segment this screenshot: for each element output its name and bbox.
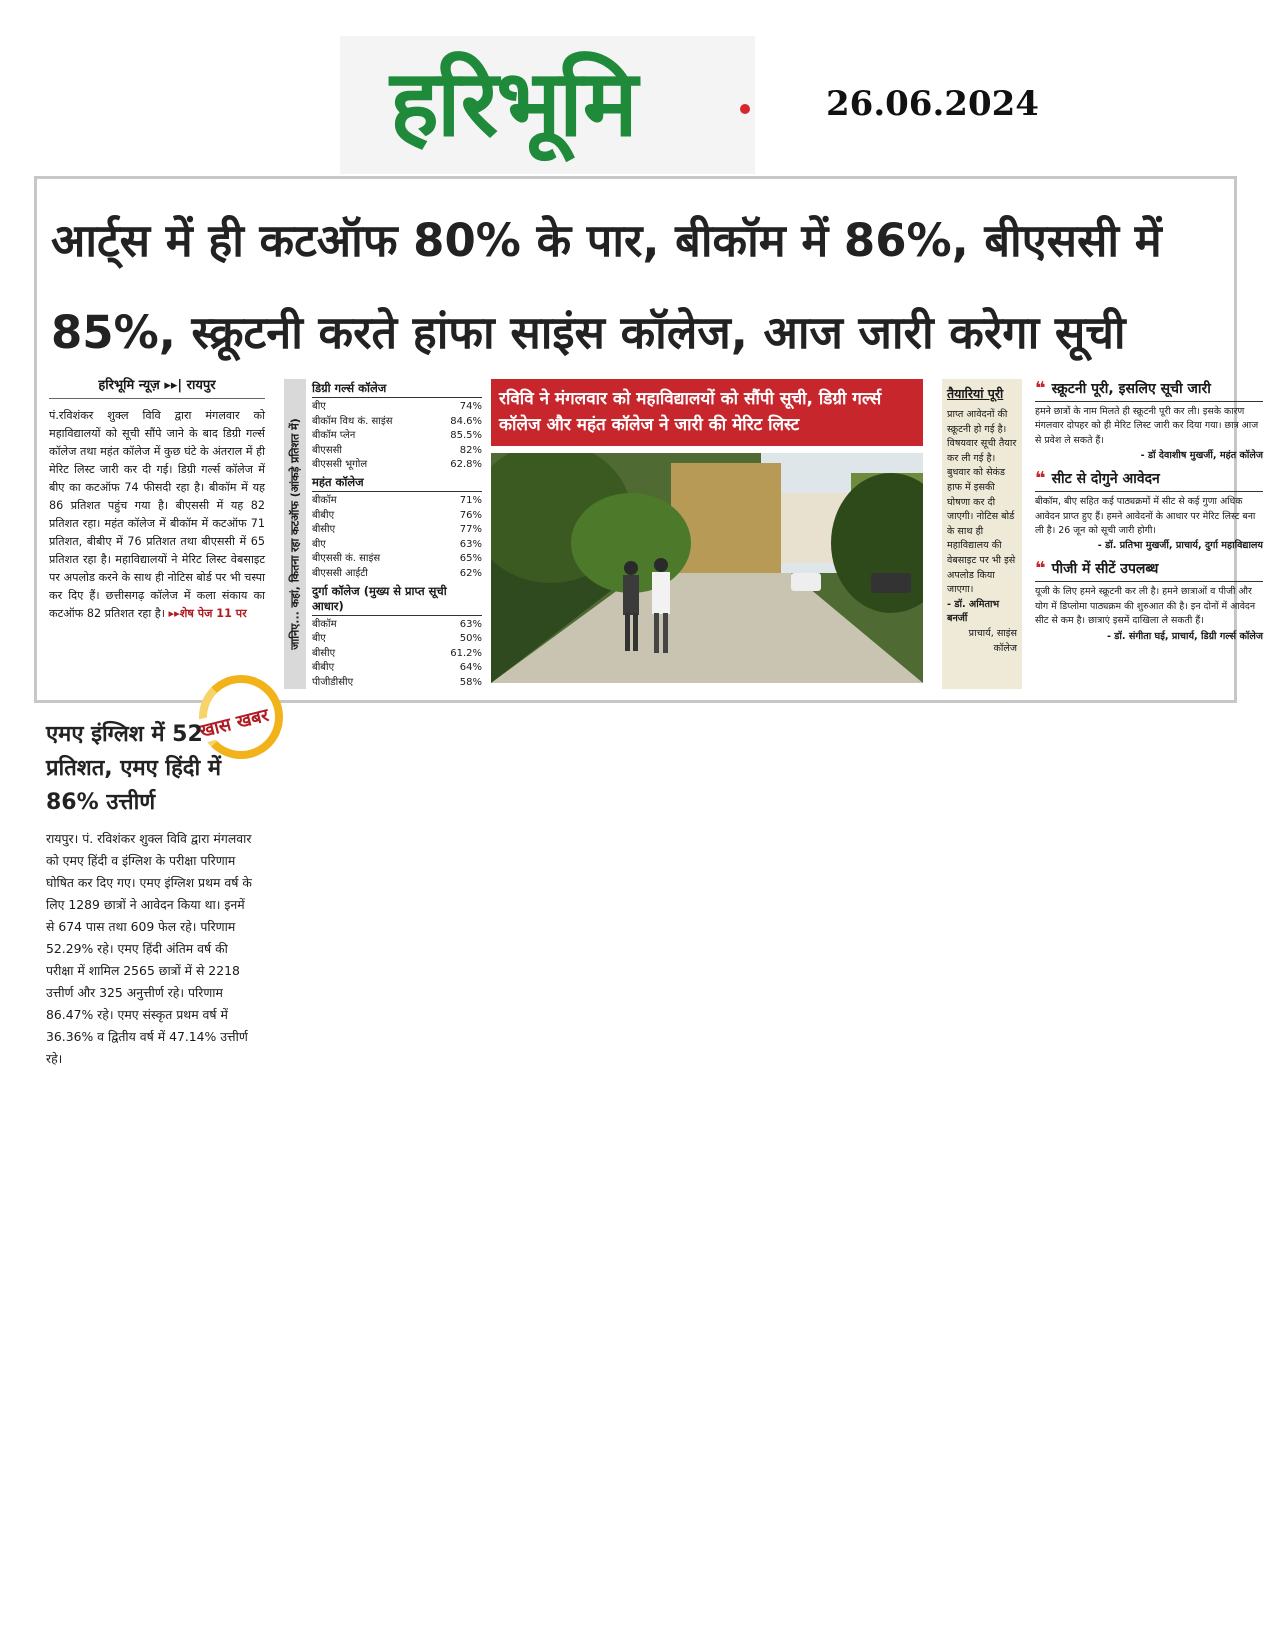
cutoff-group-title: महंत कॉलेज bbox=[312, 475, 482, 492]
cutoff-value: 77% bbox=[459, 524, 482, 536]
quote-signature: - डॉ देवाशीष मुखर्जी, महंत कॉलेज bbox=[1140, 450, 1263, 462]
cutoff-value: 84.6% bbox=[450, 415, 482, 427]
article-body-column bbox=[49, 375, 271, 743]
cutoff-row bbox=[312, 400, 482, 415]
quote-icon: ❝ bbox=[1035, 377, 1046, 399]
cutoff-row bbox=[312, 567, 482, 582]
course-name: बीबीए bbox=[312, 662, 335, 674]
course-name: बीए bbox=[312, 401, 326, 412]
cutoff-row bbox=[312, 444, 482, 459]
quote-body: यूजी के लिए हमने स्क्रूटनी कर ली है। हमने छात्राओं व पीजी और योग में डिप्लोमा पाठ्यक्रम की शुरुआत की है। इन दोनों में आवेदन सीट से कम है। छात्राएं इसमें दाखिला ले सकती हैं। bbox=[1035, 586, 1256, 627]
article-clipping bbox=[34, 176, 1263, 743]
course-name: बीकॉम bbox=[312, 618, 337, 630]
course-name: बीकॉम प्लेन bbox=[312, 430, 356, 442]
cutoff-value: 82% bbox=[459, 444, 482, 456]
edition-date: 26.06.2024 bbox=[826, 84, 1039, 124]
preparation-body: प्राप्त आवेदनों की स्क्रूटनी हो गई है। विषयवार सूची तैयार कर ली गई है। बुधवार को सेकंड हाफ में इसकी घोषणा कर दी जाएगी। नोटिस बोर्ड के साथ ही महाविद्यालय की वेबसाइट पर भी इसे अपलोड किया जाएगा। bbox=[947, 409, 1017, 596]
cutoff-row bbox=[312, 458, 482, 473]
cutoff-value: 63% bbox=[459, 618, 482, 630]
course-name: बीबीए bbox=[312, 509, 335, 521]
course-name: बीएससी कं. साइंस bbox=[312, 553, 381, 565]
course-name: बीए bbox=[312, 538, 326, 550]
course-name: बीकॉम bbox=[312, 494, 337, 506]
photo-caption: रविवि ने मंगलवार को महाविद्यालयों को सौंपी सूची, डिग्री गर्ल्स कॉलेज और महंत कॉलेज ने जारी की मेरिट लिस्ट bbox=[491, 379, 923, 446]
course-name: बीकॉम विथ कं. साइंस bbox=[312, 415, 393, 427]
cutoff-value: 74% bbox=[459, 401, 482, 412]
cutoff-row bbox=[312, 538, 482, 553]
cutoff-value: 71% bbox=[459, 494, 482, 506]
cutoff-tables bbox=[312, 379, 482, 691]
preparation-title: तैयारियां पूरी bbox=[947, 386, 1004, 401]
side-story bbox=[46, 718, 256, 1070]
cutoff-value: 63% bbox=[459, 538, 482, 550]
badge-label: खास खबर bbox=[197, 704, 271, 743]
side-story-title: एमए इंग्लिश में 52 प्रतिशत, एमए हिंदी में 86% उत्तीर्ण bbox=[46, 722, 221, 815]
course-name: पीजीडीसीए bbox=[312, 676, 354, 688]
quote-heading bbox=[1035, 377, 1263, 402]
preparation-signature: - डॉ. अमिताभ बनर्जी bbox=[947, 598, 1000, 625]
article-body-text: पं.रविशंकर शुक्ल विवि द्वारा मंगलवार को महाविद्यालयों को सूची सौंपे जाने के बाद डिग्री गर्ल्स कॉलेज तथा महंत कॉलेज में कुछ घंटे के अंतराल में ही मेरिट लिस्ट जारी कर दी गई। डिग्री गर्ल्स कॉलेज में बीए का कटऑफ 74 फीसदी रहा है। बीकॉम में यह 86 प्रतिशत पहुंच गया है। बीएससी में यह 82 प्रतिशत रहा। महंत कॉलेज में बीकॉम में कटऑफ 71 प्रतिशत, बीबीए में 76 प्रतिशत तथा बीएससी में 65 प्रतिशत रहा है। महाविद्यालयों ने मेरिट लिस्ट वेबसाइट पर अपलोड करने के साथ ही नोटिस बोर्ड पर भी चस्पा कर दिए हैं। छत्तीसगढ़ कॉलेज में कला संकाय का कटऑफ 82 प्रतिशत रहा है। bbox=[49, 409, 265, 620]
cutoff-row bbox=[312, 429, 482, 444]
side-story-body: रायपुर। पं. रविशंकर शुक्ल विवि द्वारा मंगलवार को एमए हिंदी व इंग्लिश के परीक्षा परिणाम घोषित कर दिए गए। एमए इंग्लिश प्रथम वर्ष के लिए 1289 छात्रों ने आवेदन किया था। इनमें से 674 पास तथा 609 फेल रहे। परिणाम 52.29% रहे। एमए हिंदी अंतिम वर्ष की परीक्षा में शामिल 2565 छात्रों में से 2218 उत्तीर्ण और 325 अनुत्तीर्ण रहे। परिणाम 86.47% रहे। एमए संस्कृत प्रथम वर्ष में 36.36% व द्वितीय वर्ष में 47.14% उत्तीर्ण रहे। bbox=[46, 831, 252, 1066]
quote-title: सीट से दोगुने आवेदन bbox=[1051, 471, 1160, 488]
course-name: बीएससी भूगोल bbox=[312, 459, 368, 471]
quote-heading bbox=[1035, 557, 1263, 582]
cutoff-table-panel bbox=[284, 379, 484, 689]
cutoff-group-title: दुर्गा कॉलेज (मुख्य से प्राप्त सूची आधार) bbox=[312, 584, 482, 616]
cutoff-row bbox=[312, 552, 482, 567]
cutoff-value: 58% bbox=[459, 676, 482, 688]
cutoff-value: 76% bbox=[459, 509, 482, 521]
newspaper-logo: हरिभूमि bbox=[390, 50, 636, 157]
masthead bbox=[340, 36, 755, 174]
campus-photo bbox=[491, 453, 923, 683]
cutoff-row bbox=[312, 618, 482, 633]
logo-dot-icon bbox=[740, 104, 750, 114]
cutoff-row bbox=[312, 494, 482, 509]
quote-signature: - डॉ. प्रतिभा मुखर्जी, प्राचार्य, दुर्गा महाविद्यालय bbox=[1097, 540, 1263, 552]
quote-icon: ❝ bbox=[1035, 557, 1046, 579]
photo-block bbox=[491, 379, 923, 689]
cutoff-row bbox=[312, 415, 482, 430]
course-name: बीएससी आईटी bbox=[312, 567, 368, 579]
article-headline: आर्ट्स में ही कटऑफ 80% के पार, बीकॉम में 86%, बीएससी में 85%, स्क्रूटनी करते हांफा साइंस कॉलेज, आज जारी करेगा सूची bbox=[51, 214, 1162, 359]
cutoff-strip-label: जानिए... कहां, कितना रहा कटऑफ (आंकड़े प्रतिशत में) bbox=[288, 418, 302, 650]
cutoff-value: 62% bbox=[459, 567, 482, 579]
course-name: बीसीए bbox=[312, 524, 336, 536]
cutoff-row bbox=[312, 647, 482, 662]
preparation-box bbox=[942, 379, 1022, 689]
cutoff-row bbox=[312, 661, 482, 676]
cutoff-value: 65% bbox=[459, 553, 482, 565]
quote-body: हमने छात्रों के नाम मिलते ही स्क्रूटनी पूरी कर ली। इसके कारण मंगलवार दोपहर को ही मेरिट लिस्ट जारी कर दिया गया। छात्र आज से प्रवेश ले सकते हैं। bbox=[1035, 406, 1259, 446]
cutoff-value: 64% bbox=[459, 662, 482, 674]
quote-title: स्क्रूटनी पूरी, इसलिए सूची जारी bbox=[1051, 381, 1211, 397]
cutoff-value: 62.8% bbox=[450, 459, 482, 471]
cutoff-value: 61.2% bbox=[450, 647, 482, 659]
article-body bbox=[49, 407, 265, 623]
cutoff-value: 85.5% bbox=[450, 430, 482, 442]
cutoff-group-title: डिग्री गर्ल्स कॉलेज bbox=[312, 381, 482, 398]
quotes-column bbox=[1035, 377, 1263, 648]
campus-photo-illustration bbox=[491, 453, 923, 683]
cutoff-value: 50% bbox=[459, 633, 482, 645]
byline: हरिभूमि न्यूज़ ▸▸| रायपुर bbox=[49, 375, 265, 399]
course-name: बीए bbox=[312, 633, 326, 645]
quote-heading bbox=[1035, 467, 1263, 492]
continued-note: ▸▸शेष पेज 11 पर bbox=[168, 607, 247, 620]
cutoff-row bbox=[312, 509, 482, 524]
course-name: बीएससी bbox=[312, 444, 342, 456]
preparation-designation: प्राचार्य, साइंस कॉलेज bbox=[968, 627, 1017, 654]
cutoff-strip bbox=[284, 379, 306, 689]
quote-icon: ❝ bbox=[1035, 467, 1046, 489]
quote-title: पीजी में सीटें उपलब्ध bbox=[1051, 561, 1159, 578]
quote-body: बीकॉम, बीए सहित कई पाठ्यक्रमों में सीट से कई गुणा अधिक आवेदन प्राप्त हुए हैं। हमने आवेदनों के आधार पर मेरिट लिस्ट बना ली है। 26 जून को सूची जारी होगी। bbox=[1035, 496, 1256, 537]
course-name: बीसीए bbox=[312, 647, 336, 659]
cutoff-row bbox=[312, 676, 482, 691]
cutoff-row bbox=[312, 523, 482, 538]
cutoff-row bbox=[312, 632, 482, 647]
quote-signature: - डॉ. संगीता घई, प्राचार्य, डिग्री गर्ल्स कॉलेज bbox=[1106, 630, 1263, 642]
